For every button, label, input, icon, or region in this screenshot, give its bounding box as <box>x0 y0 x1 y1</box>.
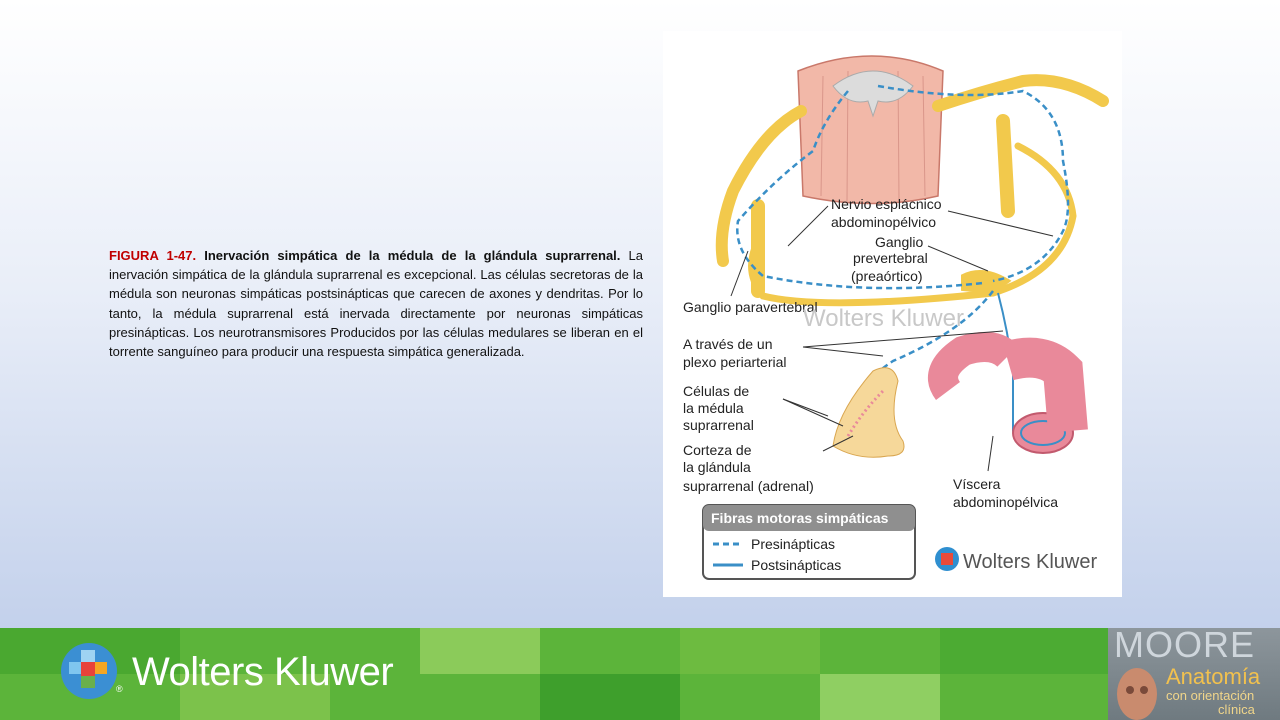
skull-illustration-icon <box>1112 664 1162 720</box>
label-prevert-1: Ganglio <box>875 234 924 250</box>
label-cortex-2: la glándula <box>683 459 751 475</box>
wolters-kluwer-logo-icon <box>60 642 118 700</box>
spinal-cord <box>798 56 943 204</box>
label-periart-2: plexo periarterial <box>683 354 787 370</box>
adrenal-gland <box>833 368 904 458</box>
label-periart-1: A través de un <box>683 336 773 352</box>
legend <box>703 505 915 579</box>
footer-band <box>0 628 1280 720</box>
book-badge <box>1108 628 1280 720</box>
figure-title: Inervación simpática de la médula de la glándula suprarrenal. <box>204 248 621 263</box>
legend-pre: Presinápticas <box>751 536 836 552</box>
figure-caption <box>109 246 643 361</box>
legend-title: Fibras motoras simpáticas <box>711 510 889 526</box>
label-splanchnic-2: abdominopélvico <box>831 214 937 230</box>
book-subtitle-2: con orientación <box>1166 688 1255 703</box>
brand-name: Wolters Kluwer <box>132 650 394 694</box>
label-splanchnic-1: Nervio esplácnico <box>831 196 942 212</box>
anatomy-figure <box>663 31 1122 597</box>
sympathetic-diagram <box>663 31 1122 597</box>
registered-mark: ® <box>116 684 123 694</box>
label-medulla-3: suprarrenal <box>683 417 754 433</box>
label-medulla-2: la médula <box>683 400 744 416</box>
figure-description: La inervación simpática de la glándula suprarrenal es excepcional. Las células secretoras de la médula son neuronas simpáticas postsinápticas que carecen de axones y dendritas. Por lo tanto, la médula suprarrenal está inervada directamente por neuronas simpáticas presinápticas. Los neurotransmisores Producidos por las células medulares se liberan en el torrente sanguíneo para producir una respuesta simpática generalizada. <box>109 248 643 360</box>
figure-number: FIGURA 1-47 <box>109 248 193 263</box>
figure-number-separator: . <box>192 248 205 263</box>
viscera <box>943 347 1073 453</box>
label-medulla-1: Células de <box>683 383 750 399</box>
label-prevert-3: (preaórtico) <box>851 268 923 284</box>
watermark-text: Wolters Kluwer <box>803 305 964 332</box>
label-paravertebral: Ganglio paravertebral <box>683 299 818 315</box>
legend-post: Postsinápticas <box>751 557 842 573</box>
figure-wk-logo <box>935 547 1097 573</box>
label-prevert-2: prevertebral <box>853 250 928 266</box>
book-title: MOORE <box>1114 628 1256 665</box>
label-cortex-1: Corteza de <box>683 442 752 458</box>
book-subtitle-3: clínica <box>1218 702 1255 717</box>
book-subtitle-1: Anatomía <box>1166 664 1261 689</box>
label-cortex-3: suprarrenal (adrenal) <box>683 478 814 494</box>
figure-logo-text: Wolters Kluwer <box>963 551 1098 573</box>
label-viscera-2: abdominopélvica <box>953 494 1059 510</box>
label-viscera-1: Víscera <box>953 476 1001 492</box>
